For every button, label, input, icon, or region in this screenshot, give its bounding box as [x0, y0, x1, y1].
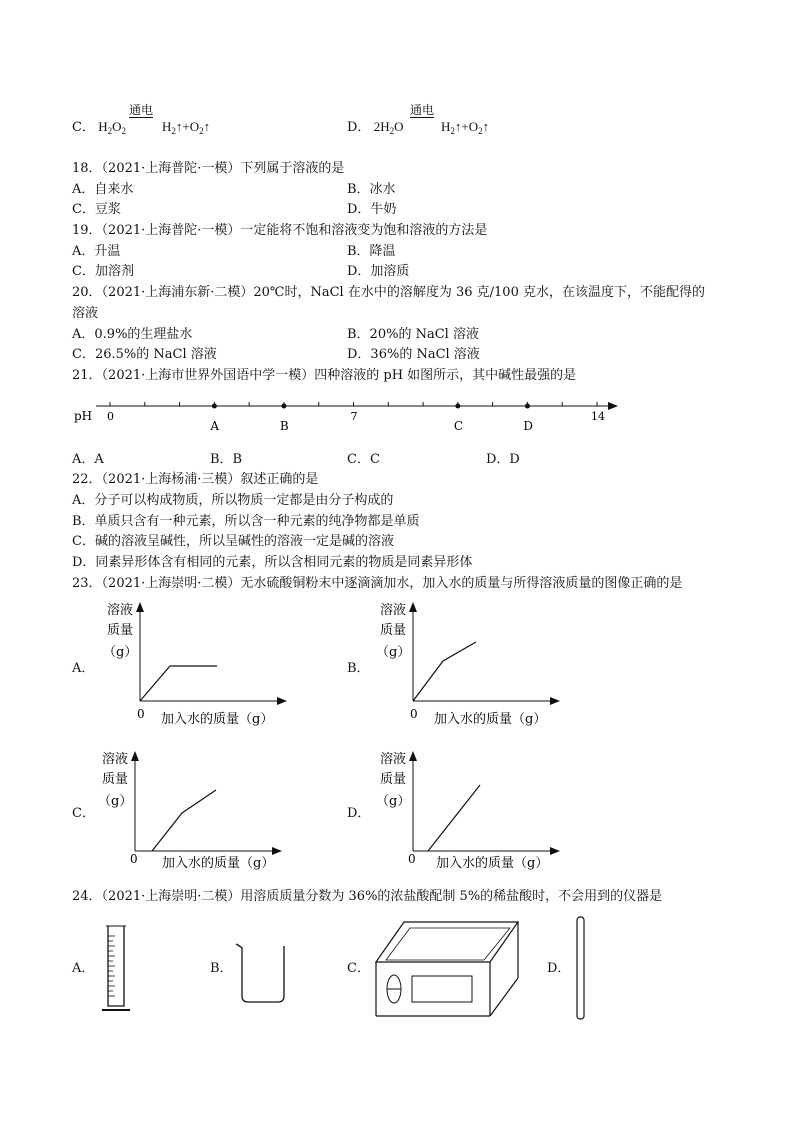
- graph-b-curve: [413, 642, 476, 701]
- svg-text:质量: 质量: [102, 772, 129, 787]
- q20-option-a: A．0.9%的生理盐水: [72, 327, 193, 342]
- svg-text:溶液: 溶液: [380, 603, 407, 618]
- q23-graph-c: [90, 745, 290, 880]
- q22-option-a: A．分子可以构成物质，所以物质一定都是由分子构成的: [72, 493, 394, 508]
- svg-text:质量: 质量: [380, 623, 407, 638]
- ph-axis-label: pH: [74, 409, 93, 423]
- q17-c-products: $H_2↑+O_2↑$: [162, 119, 211, 136]
- svg-text:溶液: 溶液: [107, 603, 134, 618]
- q23-option-d-label: D．: [347, 806, 371, 821]
- svg-text:加入水的质量（g）: 加入水的质量（g）: [161, 712, 274, 727]
- q17-option-c: C． $H_2O_2$: [72, 119, 126, 136]
- q23-graph-d: [368, 745, 568, 880]
- q22-option-c: C．碱的溶液呈碱性，所以呈碱性的溶液一定是碱的溶液: [72, 534, 394, 549]
- q23-option-a-label: A．: [72, 661, 95, 676]
- q22-option-b: B．单质只含有一种元素，所以含一种元素的纯净物都是单质: [72, 514, 420, 529]
- q20-option-c: C．26.5%的 NaCl 溶液: [72, 347, 217, 362]
- graph-d-curve: [428, 785, 480, 851]
- q21-stem: 21．（2021·上海市世界外国语中学一模）四种溶液的 pH 如图所示，其中碱性最强的是: [72, 368, 577, 383]
- glass-rod-icon: [574, 914, 588, 1022]
- ph-tick-label: 14: [591, 410, 605, 423]
- q17-c-condition: 通电: [129, 103, 154, 117]
- q18-stem: 18．（2021·上海普陀·一模）下列属于溶液的是: [72, 161, 345, 176]
- ph-point-label-c: C: [453, 419, 464, 433]
- svg-text:质量: 质量: [107, 623, 134, 638]
- electronic-balance-icon: [372, 918, 522, 1023]
- q19-option-a: A．升温: [72, 244, 121, 259]
- graph-a-curve: [140, 666, 217, 701]
- q21-option-d: D．D: [486, 452, 520, 467]
- svg-text:溶液: 溶液: [102, 752, 129, 767]
- q18-option-c: C．豆浆: [72, 202, 121, 217]
- svg-text:加入水的质量（g）: 加入水的质量（g）: [162, 856, 275, 871]
- svg-text:（g）: （g）: [103, 645, 138, 660]
- q18-option-d: D．牛奶: [347, 202, 397, 217]
- q23-graph-b: [368, 596, 568, 731]
- q17-d-products: $H_2↑+O_2↑$: [441, 119, 490, 136]
- q23-option-c-label: C．: [72, 806, 95, 821]
- q20-option-b: B．20%的 NaCl 溶液: [347, 327, 479, 342]
- svg-text:（g）: （g）: [98, 794, 133, 809]
- q22-stem: 22．（2021·上海杨浦·三模）叙述正确的是: [72, 472, 319, 487]
- svg-text:加入水的质量（g）: 加入水的质量（g）: [436, 856, 549, 871]
- q17-d-condition: 通电: [410, 103, 435, 117]
- svg-text:加入水的质量（g）: 加入水的质量（g）: [434, 712, 547, 727]
- q19-option-d: D．加溶质: [347, 264, 410, 279]
- ph-point-b: [281, 404, 286, 409]
- q24-option-b-label: B．: [210, 961, 233, 976]
- graduated-cylinder-icon: [98, 922, 134, 1017]
- svg-text:0: 0: [130, 852, 138, 866]
- ph-tick-label: 0: [107, 410, 114, 423]
- ph-point-a: [212, 404, 217, 409]
- ph-point-label-a: A: [210, 419, 220, 433]
- q20-option-d: D．36%的 NaCl 溶液: [347, 347, 480, 362]
- svg-text:（g）: （g）: [376, 794, 411, 809]
- q24-option-c-label: C．: [347, 961, 370, 976]
- q21-option-c: C．C: [347, 452, 380, 467]
- svg-text:溶液: 溶液: [380, 752, 407, 767]
- ph-number-line: [70, 392, 630, 438]
- ph-point-label-d: D: [523, 419, 534, 433]
- q24-option-d-label: D．: [547, 961, 571, 976]
- option-label: C．: [72, 120, 95, 135]
- q23-graph-a: [95, 596, 295, 731]
- q17-option-d: D． $2H_2O$: [347, 119, 404, 136]
- svg-text:0: 0: [410, 707, 418, 721]
- ph-tick-label: 7: [350, 410, 358, 423]
- q20-stem: 20．（2021·上海浦东新·二模）20℃时，NaCl 在水中的溶解度为 36 克/100 克水，在该温度下，不能配得的: [72, 285, 705, 300]
- beaker-icon: [232, 938, 292, 1008]
- q20-stem-cont: 溶液: [72, 306, 99, 321]
- svg-text:质量: 质量: [380, 772, 407, 787]
- q23-option-b-label: B．: [347, 661, 370, 676]
- q18-option-b: B．冰水: [347, 182, 396, 197]
- option-label: D．: [347, 120, 371, 135]
- graph-c-curve: [152, 790, 216, 851]
- ph-axis-arrow: [608, 402, 618, 410]
- ph-point-c: [455, 404, 460, 409]
- svg-text:0: 0: [137, 707, 145, 721]
- q24-option-a-label: A．: [72, 961, 95, 976]
- ph-point-label-b: B: [279, 419, 289, 433]
- ph-point-d: [525, 404, 530, 409]
- q19-stem: 19．（2021·上海普陀·一模）一定能将不饱和溶液变为饱和溶液的方法是: [72, 223, 488, 238]
- q19-option-b: B．降温: [347, 244, 396, 259]
- svg-text:0: 0: [408, 852, 416, 866]
- q19-option-c: C．加溶剂: [72, 264, 134, 279]
- q21-option-a: A．A: [72, 452, 104, 467]
- q18-option-a: A．自来水: [72, 182, 134, 197]
- q23-stem: 23．（2021·上海崇明·二模）无水硫酸铜粉末中逐滴滴加水，加入水的质量与所得溶液质量的图像正确的是: [72, 576, 683, 591]
- svg-text:（g）: （g）: [376, 645, 411, 660]
- q21-option-b: B．B: [210, 452, 243, 467]
- q24-stem: 24．（2021·上海崇明·二模）用溶质质量分数为 36%的浓盐酸配制 5%的稀盐酸时，不会用到的仪器是: [72, 889, 663, 904]
- q22-option-d: D．同素异形体含有相同的元素，所以含相同元素的物质是同素异形体: [72, 555, 473, 570]
